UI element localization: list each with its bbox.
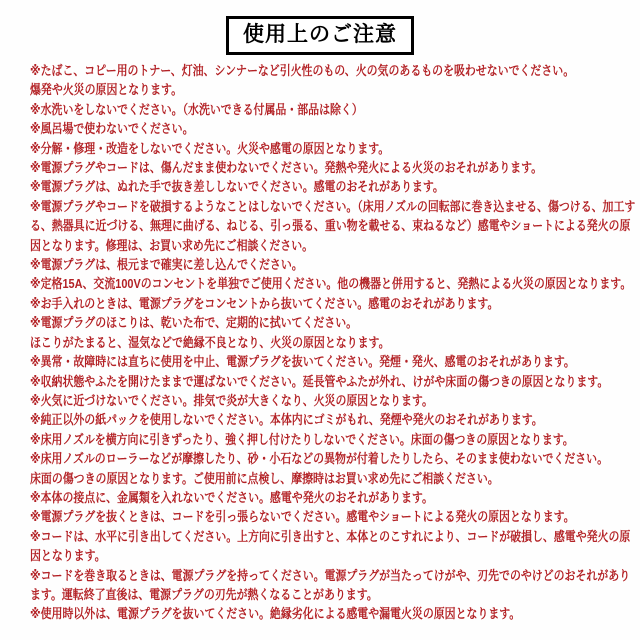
notice-line: ※定格15A、交流100Vのコンセントを単独でご使用ください。他の機器と併用すると、発熱による火災の原因となります。 [30, 276, 632, 292]
notice-line: ※たばこ、コピー用のトナー、灯油、シンナーなど引火性のもの、火の気のあるものを吸わせないでください。 [30, 63, 575, 78]
notice-line: 爆発や火災の原因となります。 [30, 82, 183, 98]
notice-line: ※水洗いをしないでください。（水洗いできる付属品・部品は除く） [30, 101, 363, 117]
notice-line: ※コードを巻き取るときは、電源プラグを持ってください。電源プラグが当たってけがや、刃先でのやけどのおそれがあり [30, 567, 631, 583]
notice-line: ※お手入れのときは、電源プラグをコンセントから抜いてください。感電のおそれがあります。 [30, 295, 499, 311]
notice-line: る、熱器具に近づける、無理に曲げる、ねじる、引っ張る、重い物を載せる、束ねるなど）感電やショートによる発火の原 [30, 218, 631, 234]
notice-list [30, 61, 640, 624]
notice-line: ※電源プラグは、ぬれた手で抜き差ししないでください。感電のおそれがあります。 [30, 179, 444, 195]
notice-line: 因となります。 [30, 548, 106, 564]
notice-line: ほこりがたまると、湿気などで絶縁不良となり、火災の原因となります。 [30, 334, 390, 350]
notice-line: 床面の傷つきの原因となります。ご使用前に点検し、摩擦時はお買い求め先にご相談ください。 [30, 470, 499, 486]
notice-line: ※電源プラグやコードは、傷んだまま使わないでください。発熱や発火による火災のおそれがあります。 [30, 160, 543, 176]
notice-line: ※純正以外の紙パックを使用しないでください。本体内にゴミがもれ、発煙や発火のおそれがあります。 [30, 412, 543, 428]
notice-line: ※火気に近づけないでください。排気で炎が大きくなり、火災の原因となります。 [30, 392, 433, 408]
notice-line: ※床用ノズルを横方向に引きずったり、強く押し付けたりしないでください。床面の傷つきの原因となります。 [30, 431, 574, 447]
notice-line: ※分解・修理・改造をしないでください。火災や感電の原因となります。 [30, 140, 390, 156]
page-title: 使用上のご注意 [243, 23, 397, 46]
notice-line: ※本体の接点に、金属類を入れないでください。感電や発火のおそれがあります。 [30, 489, 433, 505]
notice-line: ※電源プラグのほこりは、乾いた布で、定期的に拭いてください。 [30, 315, 358, 331]
page-title-box [226, 16, 414, 55]
notice-line: ※使用時以外は、電源プラグを抜いてください。絶縁劣化による感電や漏電火災の原因となります。 [30, 606, 521, 622]
notice-line: ※電源プラグは、根元まで確実に差し込んでください。 [30, 257, 303, 273]
notice-line: ※収納状態やふたを開けたままで運ばないでください。延長管やふたが外れ、けがや床面の傷つきの原因となります。 [30, 373, 609, 389]
notice-line: ※異常・故障時には直ちに使用を中止、電源プラグを抜いてください。発煙・発火、感電のおそれがあります。 [30, 354, 575, 370]
notice-line: ※風呂場で使わないでください。 [30, 121, 194, 137]
notice-line: ます。運転終了直後は、電源プラグの刃先が熱くなることがあります。 [30, 586, 378, 602]
notice-line: ※コードは、水平に引き出してください。上方向に引き出すと、本体とのこすれにより、コードが破損し、感電や発火の原 [30, 528, 631, 544]
notice-line: ※電源プラグを抜くときは、コードを引っ張らないでください。感電やショートによる発火の原因となります。 [30, 509, 575, 525]
notice-line: 因となります。修理は、お買い求め先にご相談ください。 [30, 237, 314, 253]
notice-line: ※床用ノズルのローラーなどが摩擦したり、砂・小石などの異物が付着したりしたら、そのまま使わないでください。 [30, 451, 609, 467]
notice-line: ※電源プラグやコードを破損するようなことはしないでください。（床用ノズルの回転部に巻き込ませる、傷つける、加工す [30, 198, 636, 214]
